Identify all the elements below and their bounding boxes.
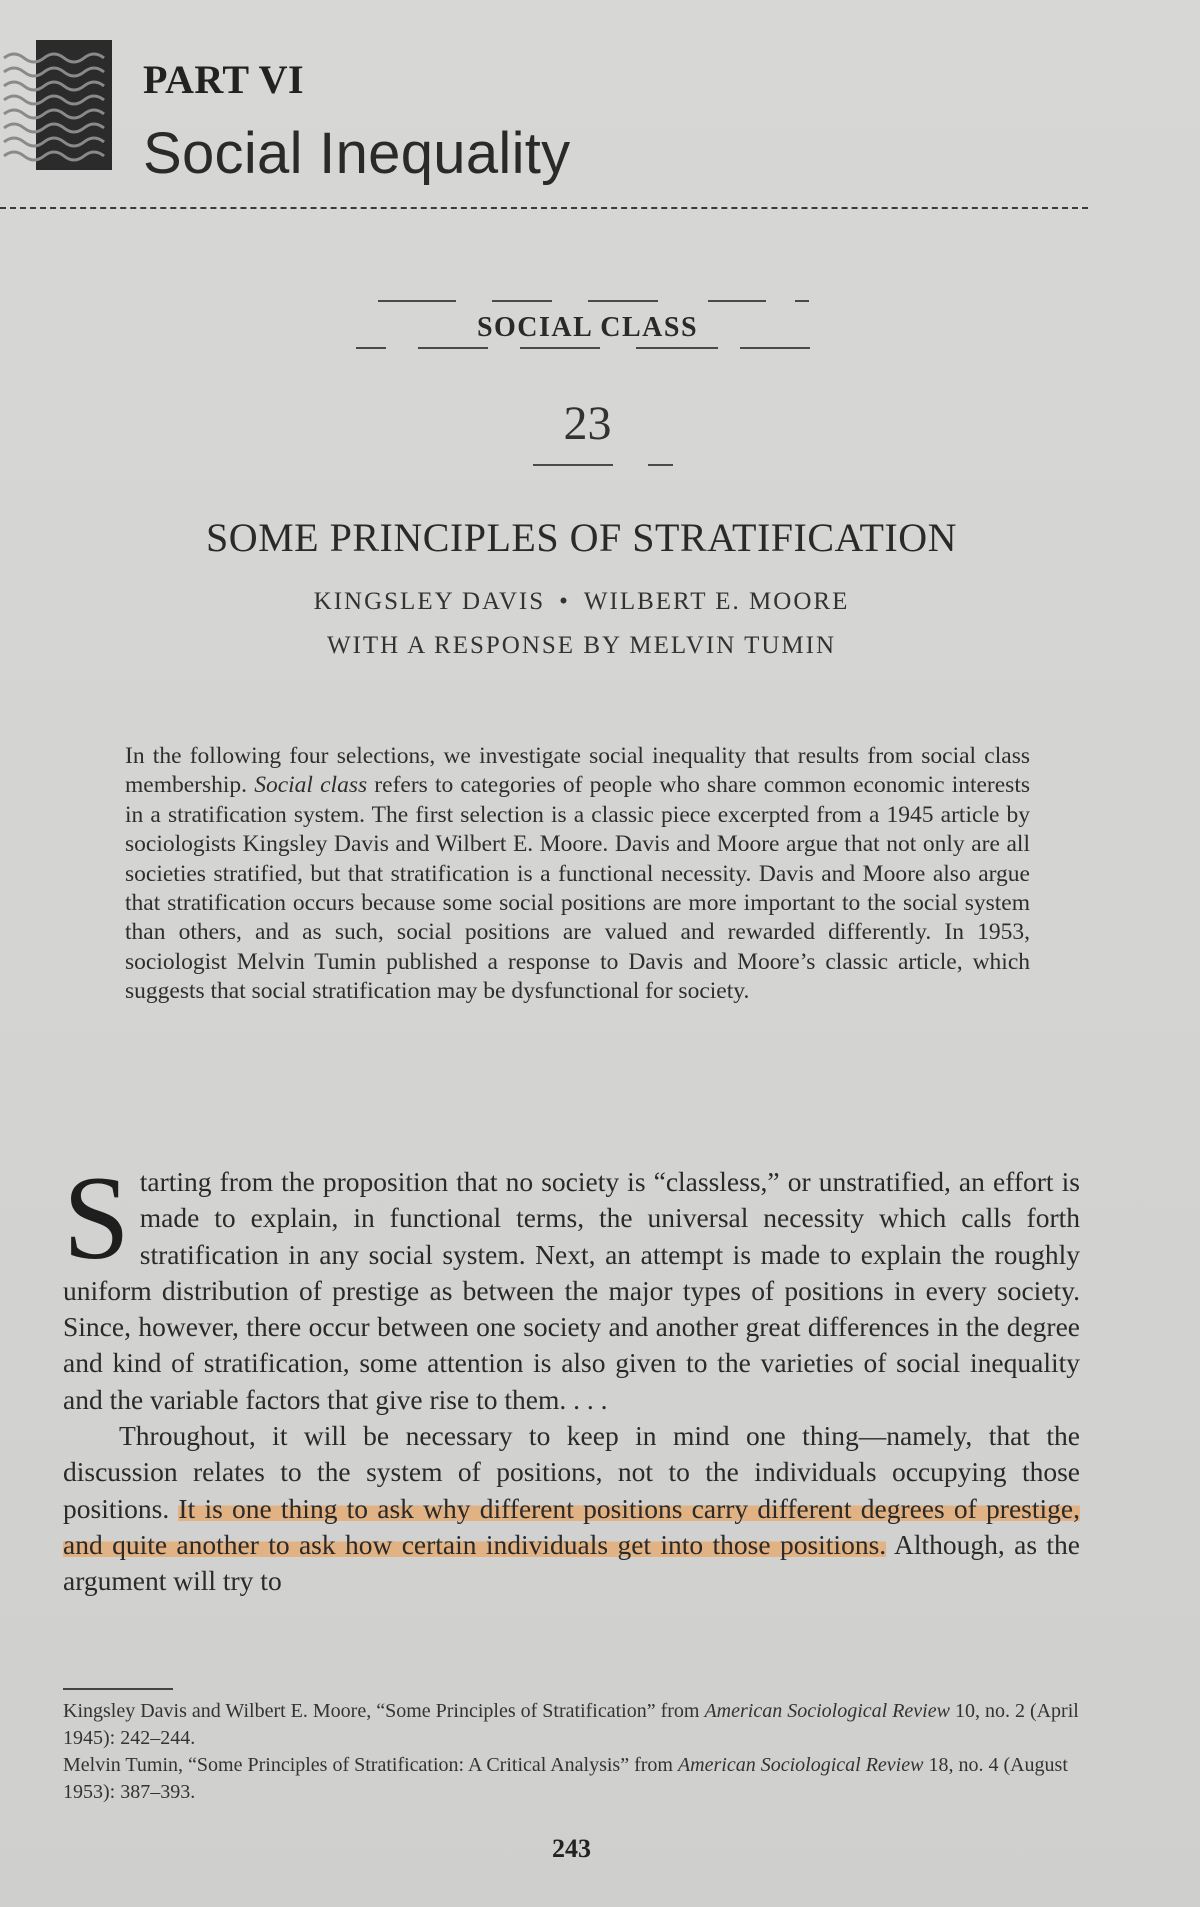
highlighted-passage: It is one thing to ask why different positions carry different degrees of prestige, and quite another to ask how certain individuals get into those positions. (63, 1492, 1080, 1560)
footnote-rule (63, 1688, 173, 1690)
body-text: Throughout, it will be necessary to keep in mind one thing—namely, that the discussion relates to the system of positions, not to the individuals occupying those positions. (63, 1420, 1080, 1524)
decorative-dash (636, 347, 718, 349)
article-authors (0, 588, 1163, 616)
author-separator: • (559, 588, 570, 615)
decorative-dash (648, 464, 673, 466)
chapter-number: 23 (563, 397, 612, 450)
decorative-dash (520, 347, 600, 349)
intro-text: refers to categories of people who share common economic interests in a stratification system. The first selection is a classic piece excerpted from a 1945 article by sociologists Kingsley Davis and Wilbert E. Moore. Davis and Moore argue that not only are all societies stratified, but that stratification is a functional necessity. Davis and Moore also argue that stratification occurs because some social positions are more important to the social system than others, and as such, social positions are valued and rewarded differently. In 1953, sociologist Melvin Tumin published a response to Davis and Moore’s classic article, which suggests that social stratification may be dysfunctional for society. (125, 772, 1031, 1005)
page-number: 243 (552, 1834, 591, 1863)
footnote (63, 1698, 1080, 1752)
decorative-dash (708, 300, 766, 302)
author-name: WILBERT E. MOORE (583, 588, 850, 615)
part-label: PART VI (143, 57, 305, 102)
article-body (63, 1151, 1080, 1600)
drop-cap: S (63, 1151, 130, 1284)
author-name: KINGSLEY DAVIS (313, 588, 546, 615)
intro-term: Social class (254, 772, 368, 799)
header-rule (0, 207, 1088, 209)
decorative-dash (356, 347, 386, 349)
decorative-dash (740, 347, 810, 349)
introduction-paragraph (125, 742, 1030, 1007)
section-label: SOCIAL CLASS (476, 312, 699, 343)
body-text: tarting from the proposition that no society is “classless,” or unstratified, an effort is made to explain, in functional terms, the universal necessity which calls forth stratification in any social system. Next, an attempt is made to explain the roughly uniform distribution of prestige as between the major types of positions in every society. Since, however, there occur between one society and another great differences in the degree and kind of stratification, some attention is also given to the varieties of social inequality and the variable factors that give rise to them. . . . (63, 1166, 1080, 1415)
response-byline: WITH A RESPONSE BY MELVIN TUMIN (326, 632, 837, 659)
footnote-source: American Sociological Review (704, 1700, 950, 1722)
footnote (63, 1752, 1080, 1806)
decorative-dash (418, 347, 488, 349)
part-title: Social Inequality (143, 121, 571, 186)
article-title: SOME PRINCIPLES OF STRATIFICATION (205, 515, 958, 560)
body-paragraph (63, 1151, 1080, 1418)
body-text: Although, as the argument will try to (63, 1528, 1080, 1597)
decorative-dash (378, 300, 456, 302)
decorative-dash (492, 300, 552, 302)
intro-text: In the following four selections, we investigate social inequality that results from social class membership. (125, 743, 1030, 799)
body-paragraph (63, 1418, 1080, 1599)
footnote-text: Kingsley Davis and Wilbert E. Moore, “Some Principles of Stratification” from (63, 1700, 705, 1722)
footnote-text: 18, no. 4 (August 1953): 387–393. (63, 1754, 1068, 1803)
decorative-dash (795, 300, 809, 302)
decorative-dash (588, 300, 658, 302)
footnote-source: American Sociological Review (677, 1754, 924, 1776)
wave-block-icon (0, 40, 112, 170)
footnotes (63, 1698, 1080, 1806)
footnote-text: 10, no. 2 (April 1945): 242–244. (63, 1700, 1079, 1749)
decorative-dash (533, 464, 613, 466)
footnote-text: Melvin Tumin, “Some Principles of Stratification: A Critical Analysis” from (63, 1754, 678, 1776)
